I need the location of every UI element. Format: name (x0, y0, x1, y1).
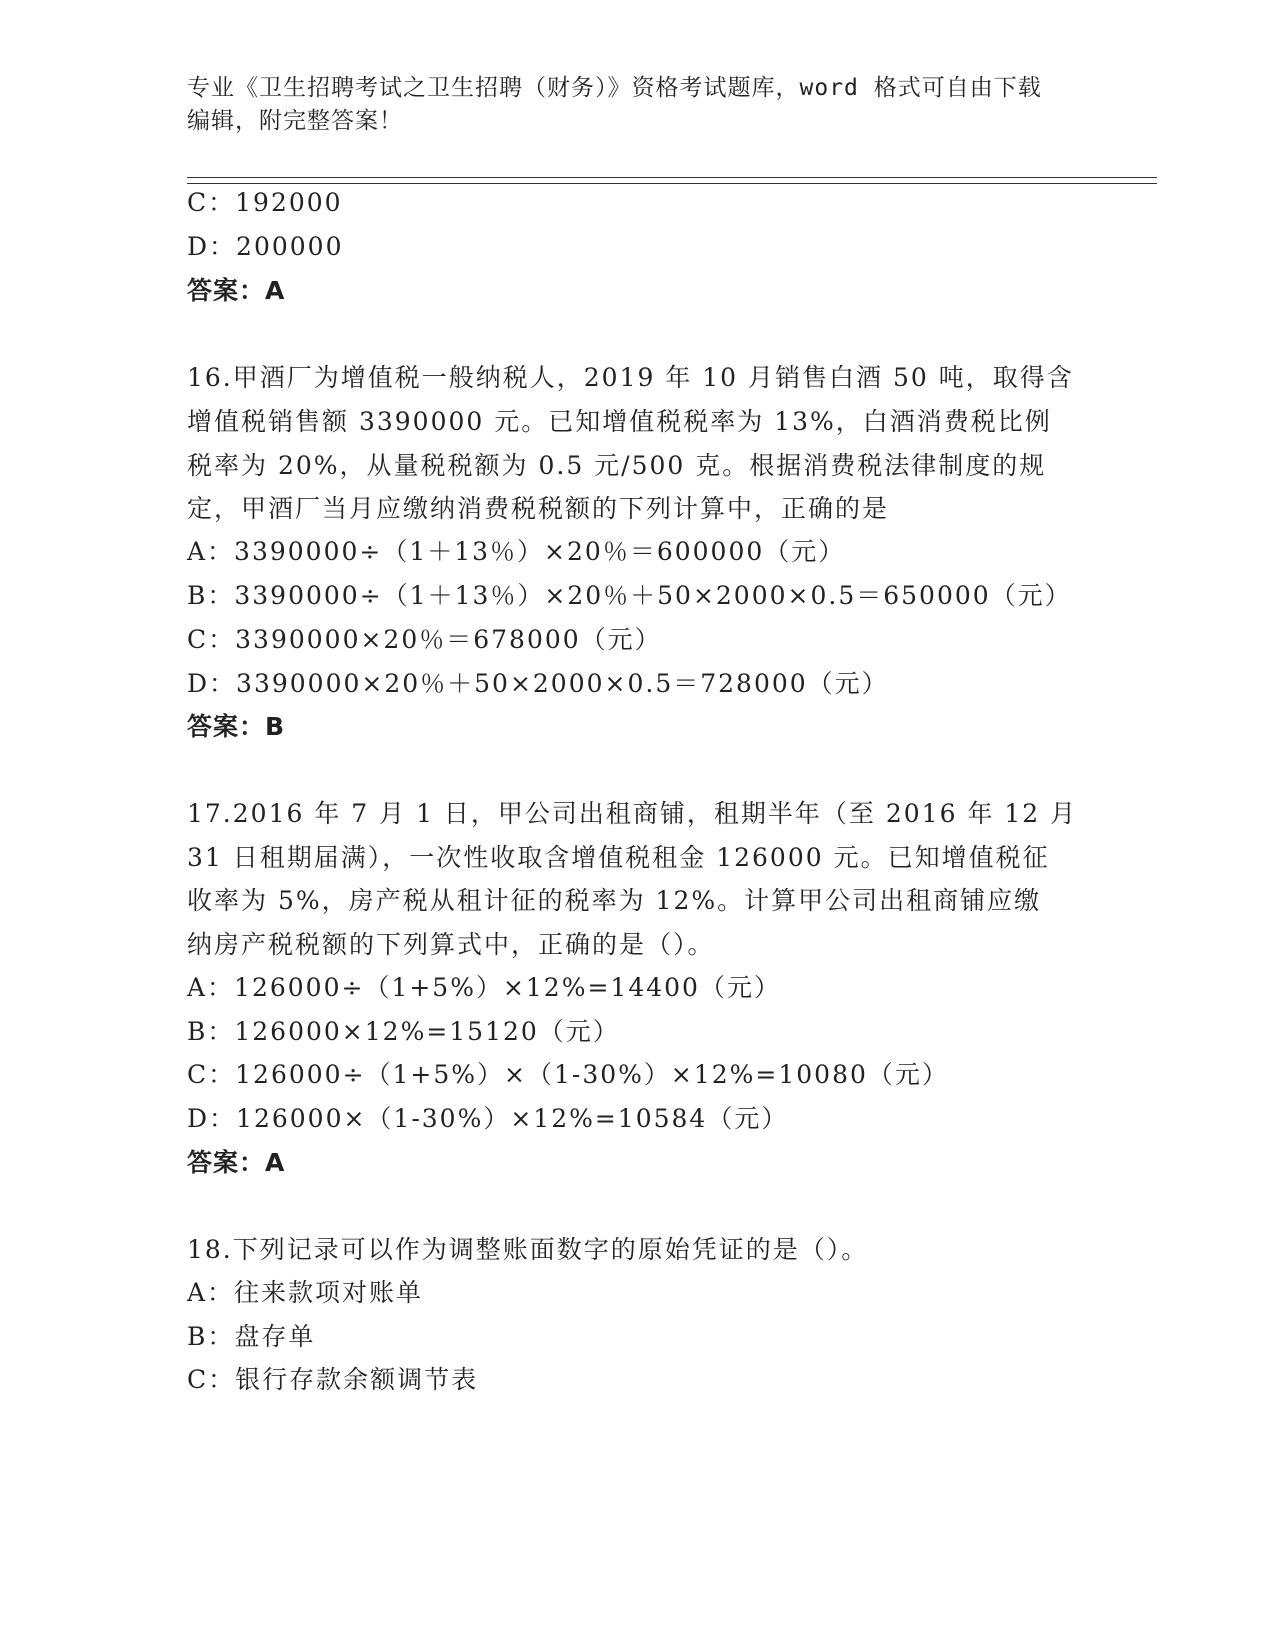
q16-stem-line-4: 定，甲酒厂当月应缴纳消费税税额的下列计算中，正确的是 (187, 494, 890, 523)
q18-option-c: C：银行存款余额调节表 (187, 1365, 479, 1394)
header-divider-bottom (187, 183, 1157, 184)
q17-option-d: D：126000×（1-30%）×12%=10584（元） (187, 1104, 789, 1133)
q17-option-b: B：126000×12%=15120（元） (187, 1017, 620, 1046)
q17-answer: 答案：A (187, 1148, 286, 1177)
q17-stem-line-1: 17.2016 年 7 月 1 日，甲公司出租商铺，租期半年（至 2016 年 12 月 (187, 799, 1078, 828)
document-header (187, 72, 1087, 138)
q15-option-d: D：200000 (187, 232, 344, 261)
q16-answer: 答案：B (187, 712, 286, 741)
q17-stem-line-2: 31 日租期届满），一次性收取含增值税租金 126000 元。已知增值税征 (187, 843, 1050, 872)
q16-option-d: D：3390000×20％＋50×2000×0.5＝728000（元） (187, 669, 889, 698)
q17-option-a: A：126000÷（1+5%）×12%=14400（元） (187, 973, 781, 1002)
q16-option-c: C：3390000×20％＝678000（元） (187, 625, 662, 654)
q15-answer: 答案：A (187, 276, 286, 305)
q15-option-c: C：192000 (187, 188, 343, 217)
q18-option-b: B：盘存单 (187, 1322, 316, 1351)
q16-stem-line-1: 16.甲酒厂为增值税一般纳税人，2019 年 10 月销售白酒 50 吨，取得含 (187, 363, 1074, 392)
q18-option-a: A：往来款项对账单 (187, 1278, 424, 1307)
header-line-1: 专业《卫生招聘考试之卫生招聘（财务）》资格考试题库，word 格式可自由下载 (187, 75, 1042, 101)
q18-stem-line-1: 18.下列记录可以作为调整账面数字的原始凭证的是（）。 (187, 1235, 869, 1264)
q16-stem-line-3: 税率为 20%，从量税税额为 0.5 元/500 克。根据消费税法律制度的规 (187, 451, 1047, 480)
q17-stem-line-4: 纳房产税税额的下列算式中，正确的是（）。 (187, 930, 715, 959)
header-divider-top (187, 177, 1157, 178)
header-line-2: 编辑，附完整答案！ (187, 108, 403, 134)
q17-stem-line-3: 收率为 5%，房产税从租计征的税率为 12%。计算甲公司出租商铺应缴 (187, 886, 1042, 915)
q16-option-b: B：3390000÷（1＋13％）×20％＋50×2000×0.5＝650000（元） (187, 581, 1072, 610)
q16-option-a: A：3390000÷（1＋13％）×20％＝600000（元） (187, 537, 846, 566)
q16-stem-line-2: 增值税销售额 3390000 元。已知增值税税率为 13%，白酒消费税比例 (187, 407, 1052, 436)
q17-option-c: C：126000÷（1+5%）×（1-30%）×12%=10080（元） (187, 1060, 949, 1089)
